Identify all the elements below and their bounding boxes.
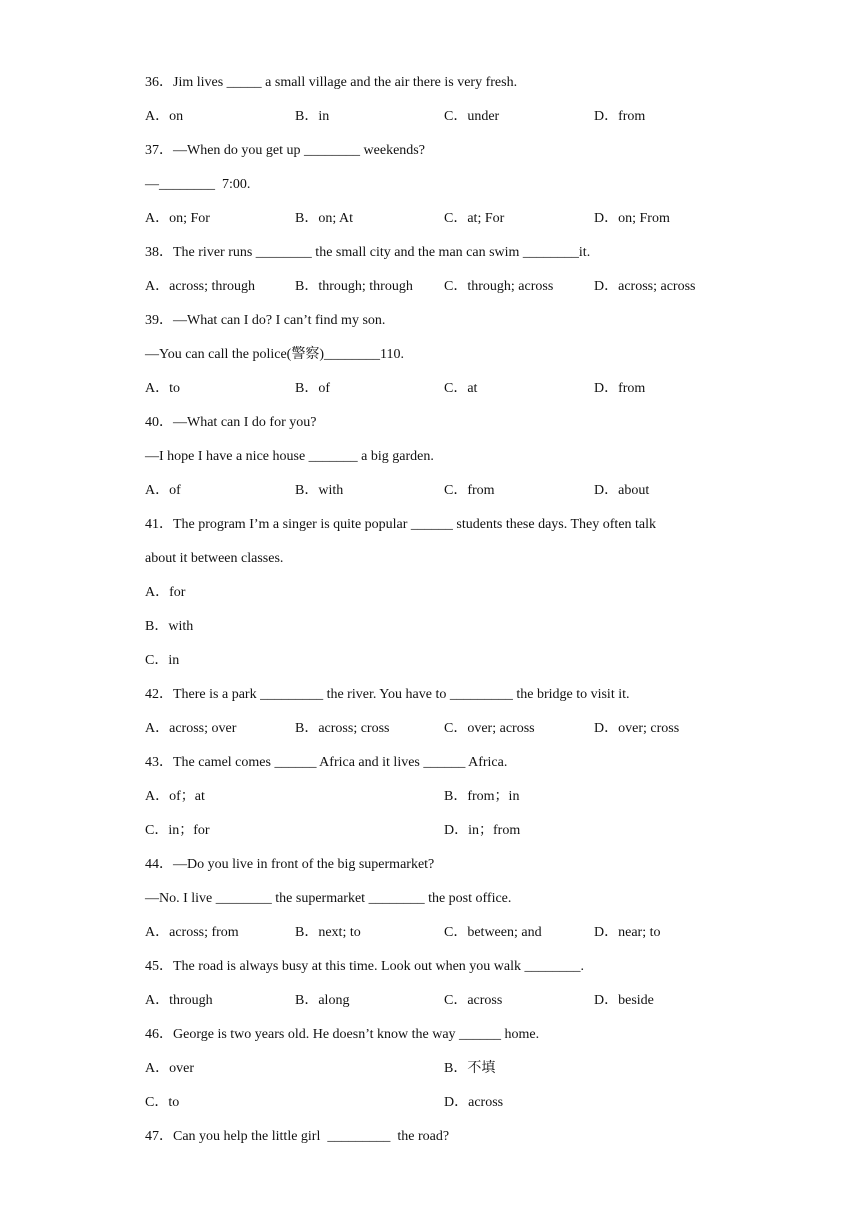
question-list: [145, 72, 725, 1160]
question-stem: 46．George is two years old. He doesn’t know the way ______ home.: [145, 1027, 540, 1042]
options-row: [145, 276, 725, 310]
question-38: [145, 242, 725, 310]
answer-option[interactable]: D．beside: [594, 993, 654, 1008]
answer-option[interactable]: D．from: [594, 109, 646, 124]
answer-option[interactable]: D．across: [444, 1095, 504, 1110]
question-stem-continued: —No. I live ________ the supermarket ________ the post office.: [145, 891, 512, 906]
question-46: [145, 1024, 725, 1126]
question-41: [145, 514, 725, 684]
answer-option[interactable]: B．along: [295, 993, 350, 1008]
question-36: [145, 72, 725, 140]
question-stem: 47．Can you help the little girl _________ the road?: [145, 1129, 450, 1144]
question-45: [145, 956, 725, 1024]
answer-option[interactable]: A．across; from: [145, 925, 239, 940]
answer-option[interactable]: A．over: [145, 1061, 194, 1076]
options-row: [145, 1058, 725, 1092]
options-row: [145, 786, 725, 820]
answer-option[interactable]: B．with: [295, 483, 344, 498]
options-row: [145, 990, 725, 1024]
answer-option[interactable]: B．through; through: [295, 279, 413, 294]
question-stem-continued: —You can call the police(警察)________110.: [145, 347, 404, 362]
answer-option[interactable]: C．in: [145, 653, 180, 668]
answer-option[interactable]: A．of: [145, 483, 181, 498]
question-stem-continued: —I hope I have a nice house _______ a big garden.: [145, 449, 434, 464]
question-44: [145, 854, 725, 956]
answer-option[interactable]: C．over; across: [444, 721, 535, 736]
answer-option[interactable]: C．through; across: [444, 279, 554, 294]
question-stem: 36．Jim lives _____ a small village and the air there is very fresh.: [145, 75, 518, 90]
question-stem: 37．—When do you get up ________ weekends?: [145, 143, 425, 158]
answer-option[interactable]: A．for: [145, 585, 186, 600]
options-row: [145, 650, 725, 684]
answer-option[interactable]: C．between; and: [444, 925, 542, 940]
answer-option[interactable]: B．不填: [444, 1061, 496, 1076]
answer-option[interactable]: D．in；from: [444, 823, 521, 838]
answer-option[interactable]: D．over; cross: [594, 721, 680, 736]
options-row: [145, 616, 725, 650]
question-stem: 38．The river runs ________ the small city and the man can swim ________it.: [145, 245, 591, 260]
options-row: [145, 922, 725, 956]
options-row: [145, 378, 725, 412]
answer-option[interactable]: D．on; From: [594, 211, 670, 226]
answer-option[interactable]: B．with: [145, 619, 194, 634]
options-row: [145, 1092, 725, 1126]
answer-option[interactable]: D．from: [594, 381, 646, 396]
question-37: [145, 140, 725, 242]
answer-option[interactable]: A．of；at: [145, 789, 205, 804]
options-row: [145, 582, 725, 616]
answer-option[interactable]: B．in: [295, 109, 330, 124]
answer-option[interactable]: C．at; For: [444, 211, 505, 226]
question-stem: 39．—What can I do? I can’t find my son.: [145, 313, 386, 328]
question-42: [145, 684, 725, 752]
options-row: [145, 106, 725, 140]
answer-option[interactable]: A．across; over: [145, 721, 237, 736]
answer-option[interactable]: A．on: [145, 109, 184, 124]
question-39: [145, 310, 725, 412]
answer-option[interactable]: A．on; For: [145, 211, 210, 226]
options-row: [145, 480, 725, 514]
answer-option[interactable]: B．next; to: [295, 925, 361, 940]
answer-option[interactable]: C．from: [444, 483, 495, 498]
answer-option[interactable]: C．to: [145, 1095, 180, 1110]
answer-option[interactable]: B．on; At: [295, 211, 353, 226]
answer-option[interactable]: D．near; to: [594, 925, 661, 940]
question-stem: 44．—Do you live in front of the big supermarket?: [145, 857, 435, 872]
options-row: [145, 820, 725, 854]
answer-option[interactable]: A．to: [145, 381, 180, 396]
question-47: [145, 1126, 725, 1160]
question-40: [145, 412, 725, 514]
answer-option[interactable]: D．across; across: [594, 279, 696, 294]
answer-option[interactable]: A．through: [145, 993, 213, 1008]
question-stem: 43．The camel comes ______ Africa and it lives ______ Africa.: [145, 755, 508, 770]
question-stem-continued: —________ 7:00.: [145, 177, 251, 192]
answer-option[interactable]: D．about: [594, 483, 650, 498]
question-43: [145, 752, 725, 854]
answer-option[interactable]: C．in；for: [145, 823, 210, 838]
question-stem: 45．The road is always busy at this time. Look out when you walk ________.: [145, 959, 584, 974]
answer-option[interactable]: B．of: [295, 381, 330, 396]
answer-option[interactable]: C．under: [444, 109, 500, 124]
question-stem-continued: about it between classes.: [145, 551, 284, 566]
options-row: [145, 718, 725, 752]
question-stem: 40．—What can I do for you?: [145, 415, 317, 430]
answer-option[interactable]: B．across; cross: [295, 721, 390, 736]
answer-option[interactable]: C．at: [444, 381, 478, 396]
options-row: [145, 208, 725, 242]
question-stem: 41．The program I’m a singer is quite popular ______ students these days. They often talk: [145, 517, 657, 532]
answer-option[interactable]: C．across: [444, 993, 503, 1008]
answer-option[interactable]: B．from；in: [444, 789, 520, 804]
question-stem: 42．There is a park _________ the river. You have to _________ the bridge to visit it.: [145, 687, 630, 702]
answer-option[interactable]: A．across; through: [145, 279, 256, 294]
